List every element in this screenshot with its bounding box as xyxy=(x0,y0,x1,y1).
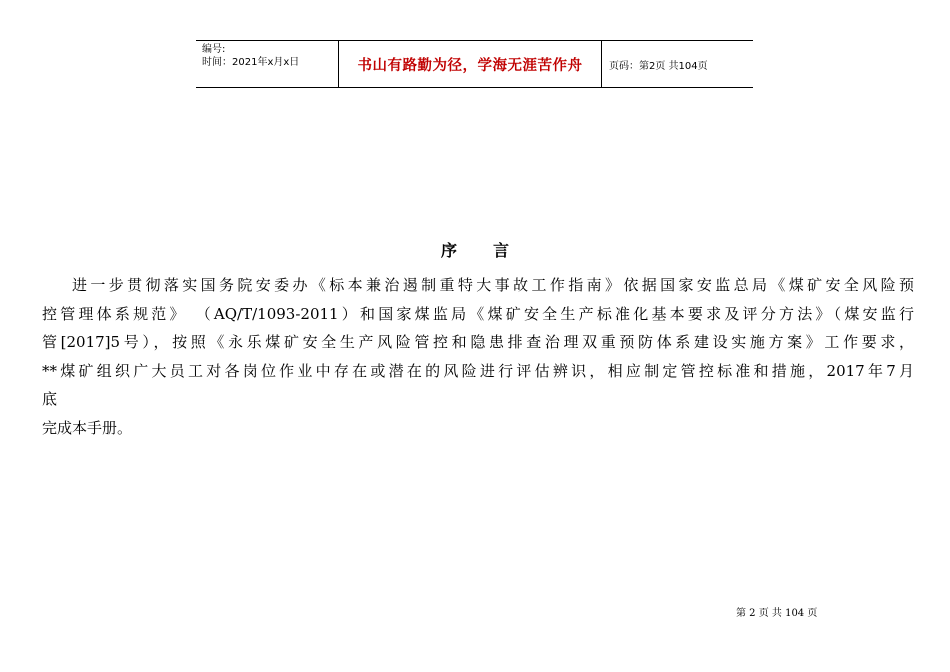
header-page-info: 页码：第2页 共104页 xyxy=(609,60,708,72)
body-line-4: **煤矿组织广大员工对各岗位作业中存在或潜在的风险进行评估辨识，相应制定管控标准和措施，2017年7月 xyxy=(42,361,914,380)
header-meta xyxy=(196,41,339,87)
document-header xyxy=(196,40,753,88)
header-motto: 书山有路勤为径，学海无涯苦作舟 xyxy=(339,41,602,87)
page-footer: 第 2 页 共 104 页 xyxy=(736,608,818,619)
title-char-1: 序 xyxy=(440,241,457,260)
body-line-2: 控管理体系规范》 （AQ/T/1093-2011）和国家煤监局《煤矿安全生产标准化基本要求及评分方法》（煤安监行 xyxy=(42,304,914,323)
body-line-3: 管[2017]5号），按照《永乐煤矿安全生产风险管控和隐患排查治理双重预防体系建设实施方案》工作要求， xyxy=(42,333,914,351)
body-line-6: 完成本手册。 xyxy=(42,418,133,437)
body-paragraph xyxy=(42,271,914,442)
doc-number-label: 编号: xyxy=(202,44,226,55)
section-title xyxy=(0,238,950,261)
body-line-1: 进一步贯彻落实国务院安委办《标本兼治遏制重特大事故工作指南》依据国家安监总局《煤矿安全风险预 xyxy=(72,276,914,294)
body-line-5: 底 xyxy=(42,390,58,408)
time-label: 时间：2021年x月x日 xyxy=(202,57,300,68)
title-char-2: 言 xyxy=(493,241,510,260)
